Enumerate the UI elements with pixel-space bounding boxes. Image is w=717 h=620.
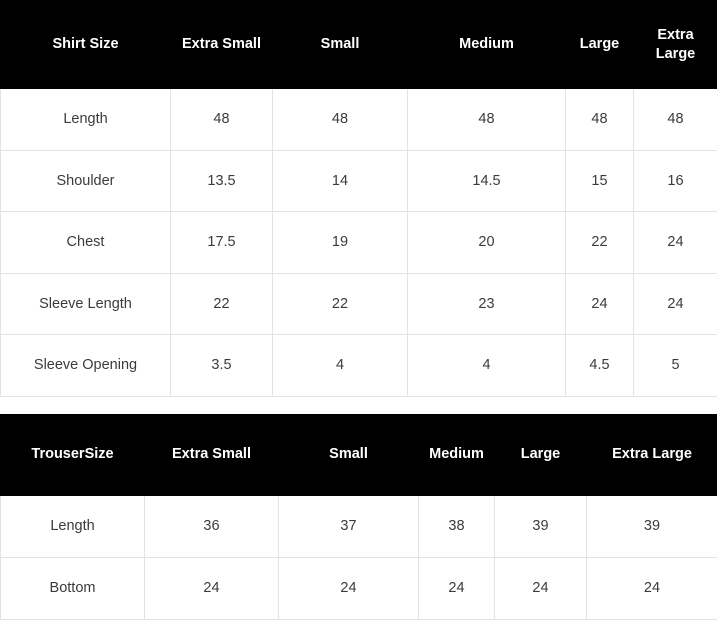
shirt-cell-2-0: 17.5 xyxy=(171,212,273,274)
shirt-header-cell-5: Extra Large xyxy=(634,1,717,89)
shirt-cell-3-2: 23 xyxy=(408,273,566,335)
shirt-cell-2-1: 19 xyxy=(273,212,408,274)
shirt-table-header-row xyxy=(1,1,717,89)
shirt-cell-4-3: 4.5 xyxy=(566,335,634,397)
trouser-cell-1-3: 24 xyxy=(495,557,587,619)
shirt-cell-1-1: 14 xyxy=(273,150,408,212)
shirt-cell-4-1: 4 xyxy=(273,335,408,397)
trouser-cell-0-0: 36 xyxy=(145,495,279,557)
trouser-header-cell-5: Extra Large xyxy=(587,414,717,495)
shirt-cell-2-3: 22 xyxy=(566,212,634,274)
table-row xyxy=(1,89,717,151)
shirt-cell-4-0: 3.5 xyxy=(171,335,273,397)
shirt-header-cell-1: Extra Small xyxy=(171,1,273,89)
table-row xyxy=(1,557,717,619)
trouser-cell-0-2: 38 xyxy=(419,495,495,557)
table-row xyxy=(1,495,717,557)
trouser-size-table xyxy=(0,414,717,620)
shirt-header-cell-2: Small xyxy=(273,1,408,89)
shirt-cell-2-4: 24 xyxy=(634,212,717,274)
table-row xyxy=(1,212,717,274)
trouser-header-cell-2: Small xyxy=(279,414,419,495)
trouser-row-label-0: Length xyxy=(1,495,145,557)
shirt-cell-3-1: 22 xyxy=(273,273,408,335)
shirt-cell-4-4: 5 xyxy=(634,335,717,397)
trouser-header-cell-0: TrouserSize xyxy=(1,414,145,495)
trouser-header-cell-1: Extra Small xyxy=(145,414,279,495)
trouser-header-cell-3: Medium xyxy=(419,414,495,495)
shirt-row-label-0: Length xyxy=(1,89,171,151)
trouser-cell-1-0: 24 xyxy=(145,557,279,619)
shirt-row-label-4: Sleeve Opening xyxy=(1,335,171,397)
shirt-cell-3-4: 24 xyxy=(634,273,717,335)
trouser-header-cell-4: Large xyxy=(495,414,587,495)
shirt-cell-2-2: 20 xyxy=(408,212,566,274)
table-row xyxy=(1,335,717,397)
shirt-cell-1-2: 14.5 xyxy=(408,150,566,212)
trouser-cell-1-1: 24 xyxy=(279,557,419,619)
shirt-cell-4-2: 4 xyxy=(408,335,566,397)
trouser-row-label-1: Bottom xyxy=(1,557,145,619)
shirt-row-label-1: Shoulder xyxy=(1,150,171,212)
shirt-cell-3-3: 24 xyxy=(566,273,634,335)
table-separator xyxy=(0,397,717,414)
trouser-cell-0-4: 39 xyxy=(587,495,717,557)
shirt-cell-0-0: 48 xyxy=(171,89,273,151)
shirt-cell-0-3: 48 xyxy=(566,89,634,151)
shirt-header-cell-0: Shirt Size xyxy=(1,1,171,89)
shirt-cell-1-4: 16 xyxy=(634,150,717,212)
table-row xyxy=(1,273,717,335)
shirt-header-cell-4: Large xyxy=(566,1,634,89)
shirt-cell-0-1: 48 xyxy=(273,89,408,151)
shirt-cell-1-0: 13.5 xyxy=(171,150,273,212)
trouser-table-header-row xyxy=(1,414,717,495)
shirt-cell-0-2: 48 xyxy=(408,89,566,151)
shirt-cell-0-4: 48 xyxy=(634,89,717,151)
shirt-cell-1-3: 15 xyxy=(566,150,634,212)
table-row xyxy=(1,150,717,212)
trouser-cell-1-4: 24 xyxy=(587,557,717,619)
shirt-row-label-2: Chest xyxy=(1,212,171,274)
shirt-header-cell-3: Medium xyxy=(408,1,566,89)
shirt-cell-3-0: 22 xyxy=(171,273,273,335)
shirt-row-label-3: Sleeve Length xyxy=(1,273,171,335)
trouser-cell-0-1: 37 xyxy=(279,495,419,557)
trouser-cell-1-2: 24 xyxy=(419,557,495,619)
trouser-cell-0-3: 39 xyxy=(495,495,587,557)
